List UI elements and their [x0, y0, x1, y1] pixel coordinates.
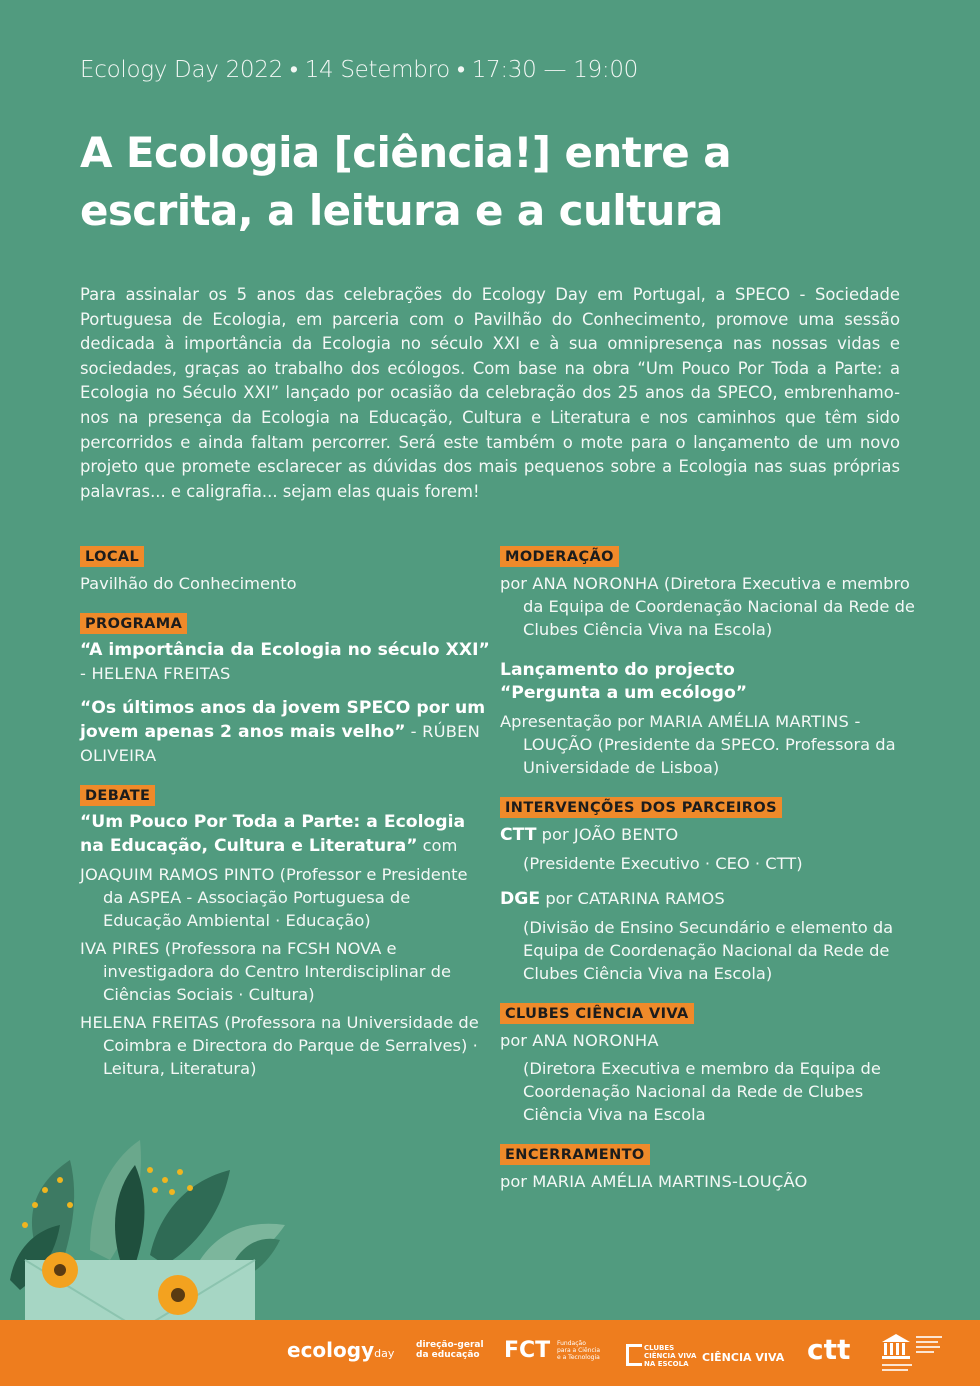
envelope-flowers-illustration	[0, 1130, 300, 1330]
programa-badge: PROGRAMA	[80, 613, 187, 634]
lancamento-name: MARIA AMÉLIA MARTINS -LOUÇÃO	[523, 712, 861, 754]
page-title	[80, 124, 920, 240]
right-column	[500, 546, 920, 1193]
left-column	[80, 546, 490, 1080]
debate-with: com	[422, 836, 458, 855]
moderacao-name: ANA NORONHA	[532, 574, 659, 593]
logo-clubes-bracket-icon	[626, 1344, 642, 1366]
panelist-1-name: JOAQUIM RAMOS PINTO	[80, 865, 275, 884]
lancamento-entry	[500, 710, 920, 779]
encerramento-badge: ENCERRAMENTO	[500, 1144, 650, 1165]
panelist-1	[80, 863, 490, 932]
local-badge: LOCAL	[80, 546, 144, 567]
dge-desc: (Divisão de Ensino Secundário e elemento da Equipa de Coordenação Nacional da Rede de Clubes Ciência Viva na Escola)	[523, 918, 894, 983]
orange-flower-1	[42, 1252, 78, 1288]
separator-dot: •	[456, 57, 472, 83]
clubes-name: ANA NORONHA	[532, 1031, 659, 1050]
intro-paragraph: Para assinalar os 5 anos das celebrações do Ecology Day em Portugal, a SPECO - Sociedade Portuguesa de Ecologia, em parceria com o Pavilhão do Conhecimento, promove uma sessão dedicada à importância da Ecologia no século XXI e à sua omnipresença nas nossas vidas e sociedades, graças ao trabalho dos ecólogos. Com base na obra “Um Pouco Por Toda a Parte: a Ecologia no Século XXI” lançado por ocasião da celebração dos 25 anos da SPECO, embrenhamo-nos na presença da Ecologia na Educação, Cultura e Literatura e nos caminhos que têm sido percorridos e ainda faltam percorrer. Será este também o mote para o lançamento de um novo projeto que promete esclarecer as dúvidas dos mais pequenos sobre a Ecologia nas suas próprias palavras... e caligrafia... sejam elas quais forem!	[80, 285, 900, 501]
logo-ecology-day: ecologyday	[287, 1338, 395, 1362]
ctt-by: por	[541, 825, 569, 844]
event-date: 14 Setembro	[304, 57, 450, 83]
panelist-3	[80, 1011, 490, 1080]
clubes-by: por	[500, 1031, 527, 1050]
panelist-2-name: IVA PIRES	[80, 939, 160, 958]
logo-fct-subtitle: Fundação para a Ciência e a Tecnologia	[557, 1340, 601, 1361]
logo-fct: FCT	[504, 1338, 551, 1363]
ctt-entry	[500, 823, 920, 847]
orange-flower-2	[158, 1275, 198, 1315]
separator-dot: •	[289, 57, 305, 83]
encerramento-name: MARIA AMÉLIA MARTINS-LOUÇÃO	[532, 1172, 808, 1191]
intervencoes-badge: INTERVENÇÕES DOS PARCEIROS	[500, 797, 782, 818]
ctt-org: CTT	[500, 825, 537, 845]
debate-title-text: “Um Pouco Por Toda a Parte: a Ecologia na Educação, Cultura e Literatura”	[80, 812, 466, 856]
title-line-2: escrita, a leitura e a cultura	[80, 186, 723, 235]
lancamento-desc: (Presidente da SPECO. Professora da Universidade de Lisboa)	[523, 735, 896, 777]
moderacao-badge: MODERAÇÃO	[500, 546, 619, 567]
unesco-icon	[880, 1332, 950, 1376]
panelist-3-desc: (Professora na Universidade de Coimbra e Directora do Parque de Serralves) · Leitura, Literatura)	[103, 1013, 479, 1078]
panelist-3-name: HELENA FREITAS	[80, 1013, 220, 1032]
moderacao-desc: (Diretora Executiva e membro da Equipa de Coordenação Nacional da Rede de Clubes Ciência Viva na Escola)	[523, 574, 915, 639]
ctt-name: JOÃO BENTO	[573, 825, 679, 844]
event-name: Ecology Day 2022	[80, 57, 283, 83]
panelist-2	[80, 937, 490, 1006]
encerramento-entry	[500, 1170, 920, 1193]
lancamento-title-2: “Pergunta a um ecólogo”	[500, 683, 748, 703]
moderacao-by: por	[500, 574, 527, 593]
event-header	[80, 56, 638, 83]
dge-by: por	[545, 889, 573, 908]
talk-1-title: “A importância da Ecologia no século XXI”	[80, 640, 490, 660]
logo-dge: direção-geral da educação	[416, 1340, 484, 1360]
encerramento-by: por	[500, 1172, 527, 1191]
debate-title	[80, 811, 490, 858]
ctt-desc: (Presidente Executivo · CEO · CTT)	[523, 854, 803, 873]
talk-2-title: “Os últimos anos da jovem SPECO por um jovem apenas 2 anos mais velho”	[80, 698, 486, 742]
lancamento-title-1: Lançamento do projecto	[500, 660, 735, 680]
logo-ciencia-viva: CIÊNCIA VIVA	[702, 1351, 785, 1364]
event-time: 17:30 — 19:00	[471, 57, 638, 83]
debate-badge: DEBATE	[80, 785, 155, 806]
title-line-1: A Ecologia [ciência!] entre a	[80, 128, 731, 177]
dge-entry	[500, 887, 920, 911]
panelist-1-desc: (Professor e Presidente da ASPEA - Associação Portuguesa de Educação Ambiental · Educação)	[103, 865, 468, 930]
lancamento-by: Apresentação por	[500, 712, 645, 731]
panelist-2-desc: (Professora na FCSH NOVA e investigadora do Centro Interdisciplinar de Ciências Sociais · Cultura)	[103, 939, 452, 1004]
partner-logos-footer	[0, 1320, 980, 1386]
moderacao-entry	[500, 572, 920, 641]
logo-ctt: ctt	[807, 1333, 851, 1366]
logo-clubes: CLUBES CIÊNCIA VIVA NA ESCOLA	[644, 1344, 697, 1368]
talk-2	[80, 697, 490, 767]
local-value: Pavilhão do Conhecimento	[80, 574, 297, 593]
talk-2-speaker: - RÚBEN OLIVEIRA	[80, 722, 480, 765]
dge-name: CATARINA RAMOS	[577, 889, 725, 908]
clubes-entry	[500, 1029, 920, 1052]
clubes-desc: (Diretora Executiva e membro da Equipa de Coordenação Nacional da Rede de Clubes Ciência Viva na Escola	[523, 1059, 881, 1124]
talk-1	[80, 639, 490, 685]
talk-1-speaker: - HELENA FREITAS	[80, 664, 231, 683]
dge-org: DGE	[500, 889, 541, 909]
clubes-badge: CLUBES CIÊNCIA VIVA	[500, 1003, 694, 1024]
